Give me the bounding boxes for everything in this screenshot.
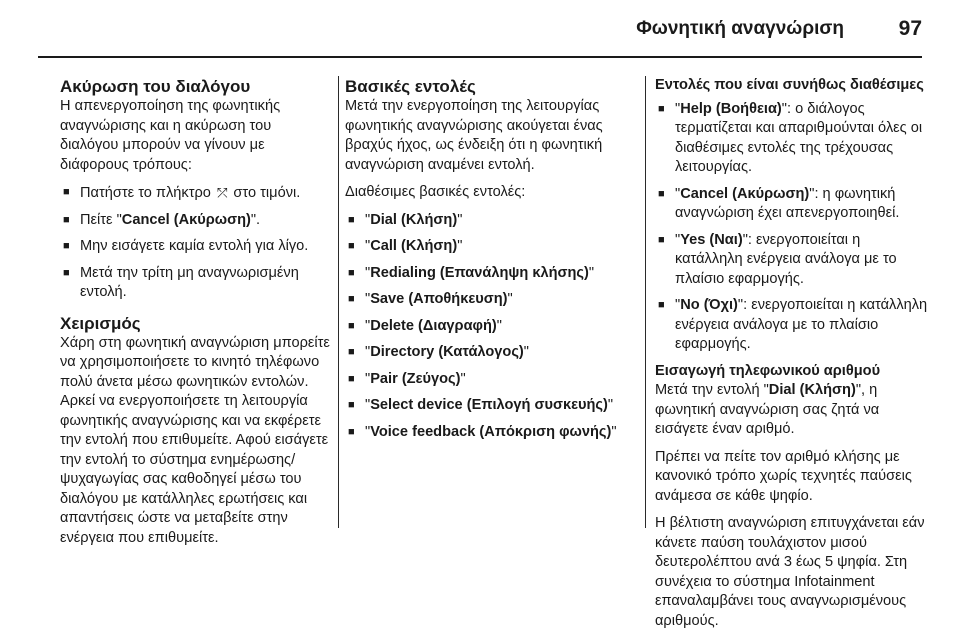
list-item: ■ Πατήστε το πλήκτρο ⤱ στο τιμόνι. (60, 183, 330, 204)
column-divider (645, 76, 646, 528)
page-number: 97 (898, 17, 922, 40)
section-title-operation: Χειρισμός (60, 313, 141, 333)
section-title-basic-commands: Βασικές εντολές (345, 77, 476, 96)
list-item: ■ "Redialing (Επανάληψη κλήσης)" (345, 264, 630, 284)
list-item: ■ "Cancel (Ακύρωση)": η φωνητική αναγνώριση έχει απενεργοποιηθεί. (655, 185, 930, 224)
list-item: ■ "Dial (Κλήση)" (345, 211, 630, 231)
column-divider (338, 76, 339, 528)
cancel-list (60, 183, 330, 303)
list-item: ■ Μην εισάγετε καμία εντολή για λίγο. (60, 237, 330, 257)
section-title-enter-number: Εισαγωγή τηλεφωνικού αριθμού (655, 362, 881, 379)
list-item: ■ "Voice feedback (Απόκριση φωνής)" (345, 423, 630, 443)
list-item: ■ "Pair (Ζεύγος)" (345, 370, 630, 390)
basic-commands-list (345, 211, 630, 443)
list-item: ■ "Select device (Επιλογή συσκευής)" (345, 396, 630, 416)
commands-list-intro: Διαθέσιμες βασικές εντολές: (345, 184, 526, 200)
header-rule (38, 56, 922, 58)
common-commands-list (655, 100, 930, 355)
list-item: ■ "No (Όχι)": ενεργοποιείται η κατάλληλη ενέργεια ανάλογα με το πλαίσιο εφαρμογής. (655, 296, 930, 355)
section-title-common-commands: Εντολές που είναι συνήθως διαθέσιμες (655, 77, 924, 93)
list-item: ■ "Yes (Ναι)": ενεργοποιείται η κατάλληλη ενέργεια ανάλογα με το πλαίσιο εφαρμογής. (655, 231, 930, 290)
list-item: ■ "Delete (Διαγραφή)" (345, 317, 630, 337)
list-item: ■ "Help (Βοήθεια)": ο διάλογος τερματίζεται και απαριθμούνται όλες οι διαθέσιμες εντολές της τρέχουσας λειτουργίας. (655, 100, 930, 178)
column-middle (345, 76, 630, 449)
enter-number-body: Μετά την εντολή "Dial (Κλήση)", η φωνητική αναγνώριση σας ζητά να εισάγετε έναν αριθμό. (655, 382, 880, 437)
column-left (60, 76, 330, 556)
column-right (655, 76, 930, 639)
operation-body: Χάρη στη φωνητική αναγνώριση μπορείτε να χρησιμοποιήσετε το κινητό τηλέφωνο πολύ άνετα μέσω φωνητικών εντολών. Αρκεί να ενεργοποιήσετε τη λειτουργία φωνητικής αναγνώρισης και να εκφέρετε την εντολή που επιθυμείτε. Αφού εισάγετε την εντολή το σύστημα ενημέρωσης/ψυχαγωγίας σας καθοδηγεί μέσω του διαλόγου με κατάλληλες ερωτήσεις και απαντήσεις ώστε να μεταβείτε στην ενέργεια που επιθυμείτε. (60, 334, 330, 546)
list-item: ■ "Save (Αποθήκευση)" (345, 290, 630, 310)
list-item: ■ Μετά την τρίτη μη αναγνωρισμένη εντολή. (60, 264, 330, 303)
enter-number-p2: Πρέπει να πείτε τον αριθμό κλήσης με κανονικό τρόπο χωρίς τεχνητές παύσεις ανάμεσα σε κάθε ψηφίο. (655, 448, 912, 504)
list-item: ■ "Call (Κλήση)" (345, 237, 630, 257)
enter-number-p3: Η βέλτιστη αναγνώριση επιτυγχάνεται εάν κάνετε παύση τουλάχιστον μισού δευτερολέπτου ανά 3 έως 5 ψηφία. Στη συνέχεια το σύστημα Infotainment επαναλαμβάνει τους αναγνωρισμένους αριθμούς. (655, 515, 925, 629)
header-title: Φωνητική αναγνώριση (636, 18, 844, 39)
steering-voice-key-icon: ⤱ (216, 185, 228, 200)
cancel-intro: Η απενεργοποίηση της φωνητικής αναγνώρισης και η ακύρωση του διαλόγου μπορούν να γίνουν με διάφορους τρόπους: (60, 98, 281, 173)
section-title-cancel-dialog: Ακύρωση του διαλόγου (60, 77, 251, 96)
basic-commands-intro: Μετά την ενεργοποίηση της λειτουργίας φωνητικής αναγνώρισης ακούγεται ένας βραχύς ήχος, ως ένδειξη ότι η φωνητική αναγνώριση αναμένει εντολή. (345, 98, 603, 173)
list-item: ■ "Directory (Κατάλογος)" (345, 343, 630, 363)
page-header (0, 0, 960, 58)
list-item: ■ Πείτε "Cancel (Ακύρωση)". (60, 211, 330, 231)
